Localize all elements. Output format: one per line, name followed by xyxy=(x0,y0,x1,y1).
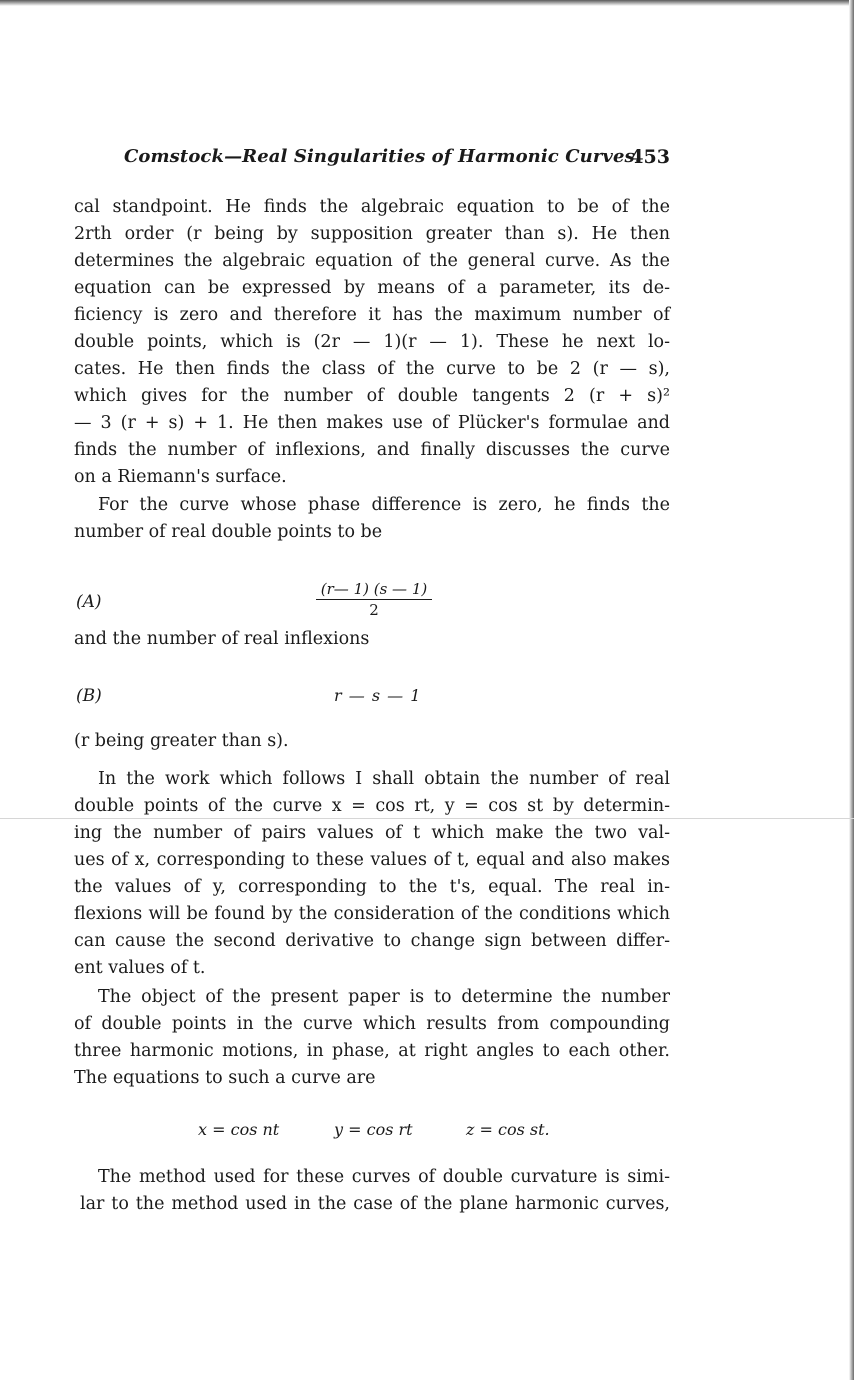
text-line: ent values of t. xyxy=(74,958,206,978)
text-line: double points of the curve x = cos rt, y = cos st by determin- xyxy=(74,796,670,816)
text-line: ing the number of pairs values of t which make the two val- xyxy=(74,823,670,843)
text-line: on a Riemann's surface. xyxy=(74,467,287,487)
text-line: of double points in the curve which results from compounding xyxy=(74,1014,670,1034)
text-line: ues of x, corresponding to these values of t, equal and also makes xyxy=(74,850,670,870)
running-header xyxy=(124,146,670,174)
equation-y: y = cos rt xyxy=(334,1120,413,1139)
running-title: Comstock—Real Singularities of Harmonic Curves. xyxy=(124,146,642,167)
text-line: can cause the second derivative to change sign between differ- xyxy=(74,931,670,951)
text-line: double points, which is (2r — 1)(r — 1). These he next lo- xyxy=(74,332,670,352)
text-line: In the work which follows I shall obtain the number of real xyxy=(98,769,670,789)
text-line: The equations to such a curve are xyxy=(74,1068,376,1088)
paragraph-1 xyxy=(74,194,670,491)
text-line: determines the algebraic equation of the general curve. As the xyxy=(74,251,670,271)
scan-top-edge xyxy=(0,0,854,6)
text-line: ficiency is zero and therefore it has the maximum number of xyxy=(74,305,670,325)
text-line: equation can be expressed by means of a parameter, its de- xyxy=(74,278,670,298)
paragraph-3 xyxy=(74,626,670,653)
paragraph-2 xyxy=(74,492,670,546)
text-line: flexions will be found by the consideration of the conditions which xyxy=(74,904,670,924)
paragraph-6 xyxy=(74,984,670,1092)
paragraph-5 xyxy=(74,766,670,982)
equation-a-numerator: (r— 1) (s — 1) xyxy=(316,580,432,600)
text-line: which gives for the number of double tangents 2 (r + s)² xyxy=(74,386,670,406)
scan-right-edge xyxy=(849,0,854,1380)
paragraph-7 xyxy=(74,1164,670,1218)
text-line: the values of y, corresponding to the t's, equal. The real in- xyxy=(74,877,670,897)
text-line: and the number of real inflexions xyxy=(74,629,370,649)
equation-a-denominator: 2 xyxy=(369,601,379,619)
text-line: — 3 (r + s) + 1. He then makes use of Plücker's formulae and xyxy=(74,413,670,433)
text-line: lar to the method used in the case of the plane harmonic curves, xyxy=(80,1194,670,1214)
text-line: 2rth order (r being by supposition greater than s). He then xyxy=(74,224,670,244)
equation-a-fraction xyxy=(316,580,432,619)
equation-x: x = cos nt xyxy=(198,1120,280,1139)
equation-z: z = cos st. xyxy=(466,1120,550,1139)
text-line: three harmonic motions, in phase, at right angles to each other. xyxy=(74,1041,670,1061)
text-line: The method used for these curves of double curvature is simi- xyxy=(98,1167,670,1187)
paragraph-4 xyxy=(74,728,670,755)
text-line: The object of the present paper is to determine the number xyxy=(98,987,670,1007)
text-line: number of real double points to be xyxy=(74,522,383,542)
text-line: finds the number of inflexions, and finally discusses the curve xyxy=(74,440,670,460)
text-line: cal standpoint. He finds the algebraic equation to be of the xyxy=(74,197,670,217)
equation-b-label: (B) xyxy=(76,686,102,706)
text-line: (r being greater than s). xyxy=(74,731,289,751)
equation-b-expression: r — s — 1 xyxy=(334,686,422,705)
equation-a-label: (A) xyxy=(76,592,102,612)
text-line: cates. He then finds the class of the curve to be 2 (r — s), xyxy=(74,359,670,379)
text-line: For the curve whose phase difference is zero, he finds the xyxy=(98,495,670,515)
page-number: 453 xyxy=(630,146,670,168)
